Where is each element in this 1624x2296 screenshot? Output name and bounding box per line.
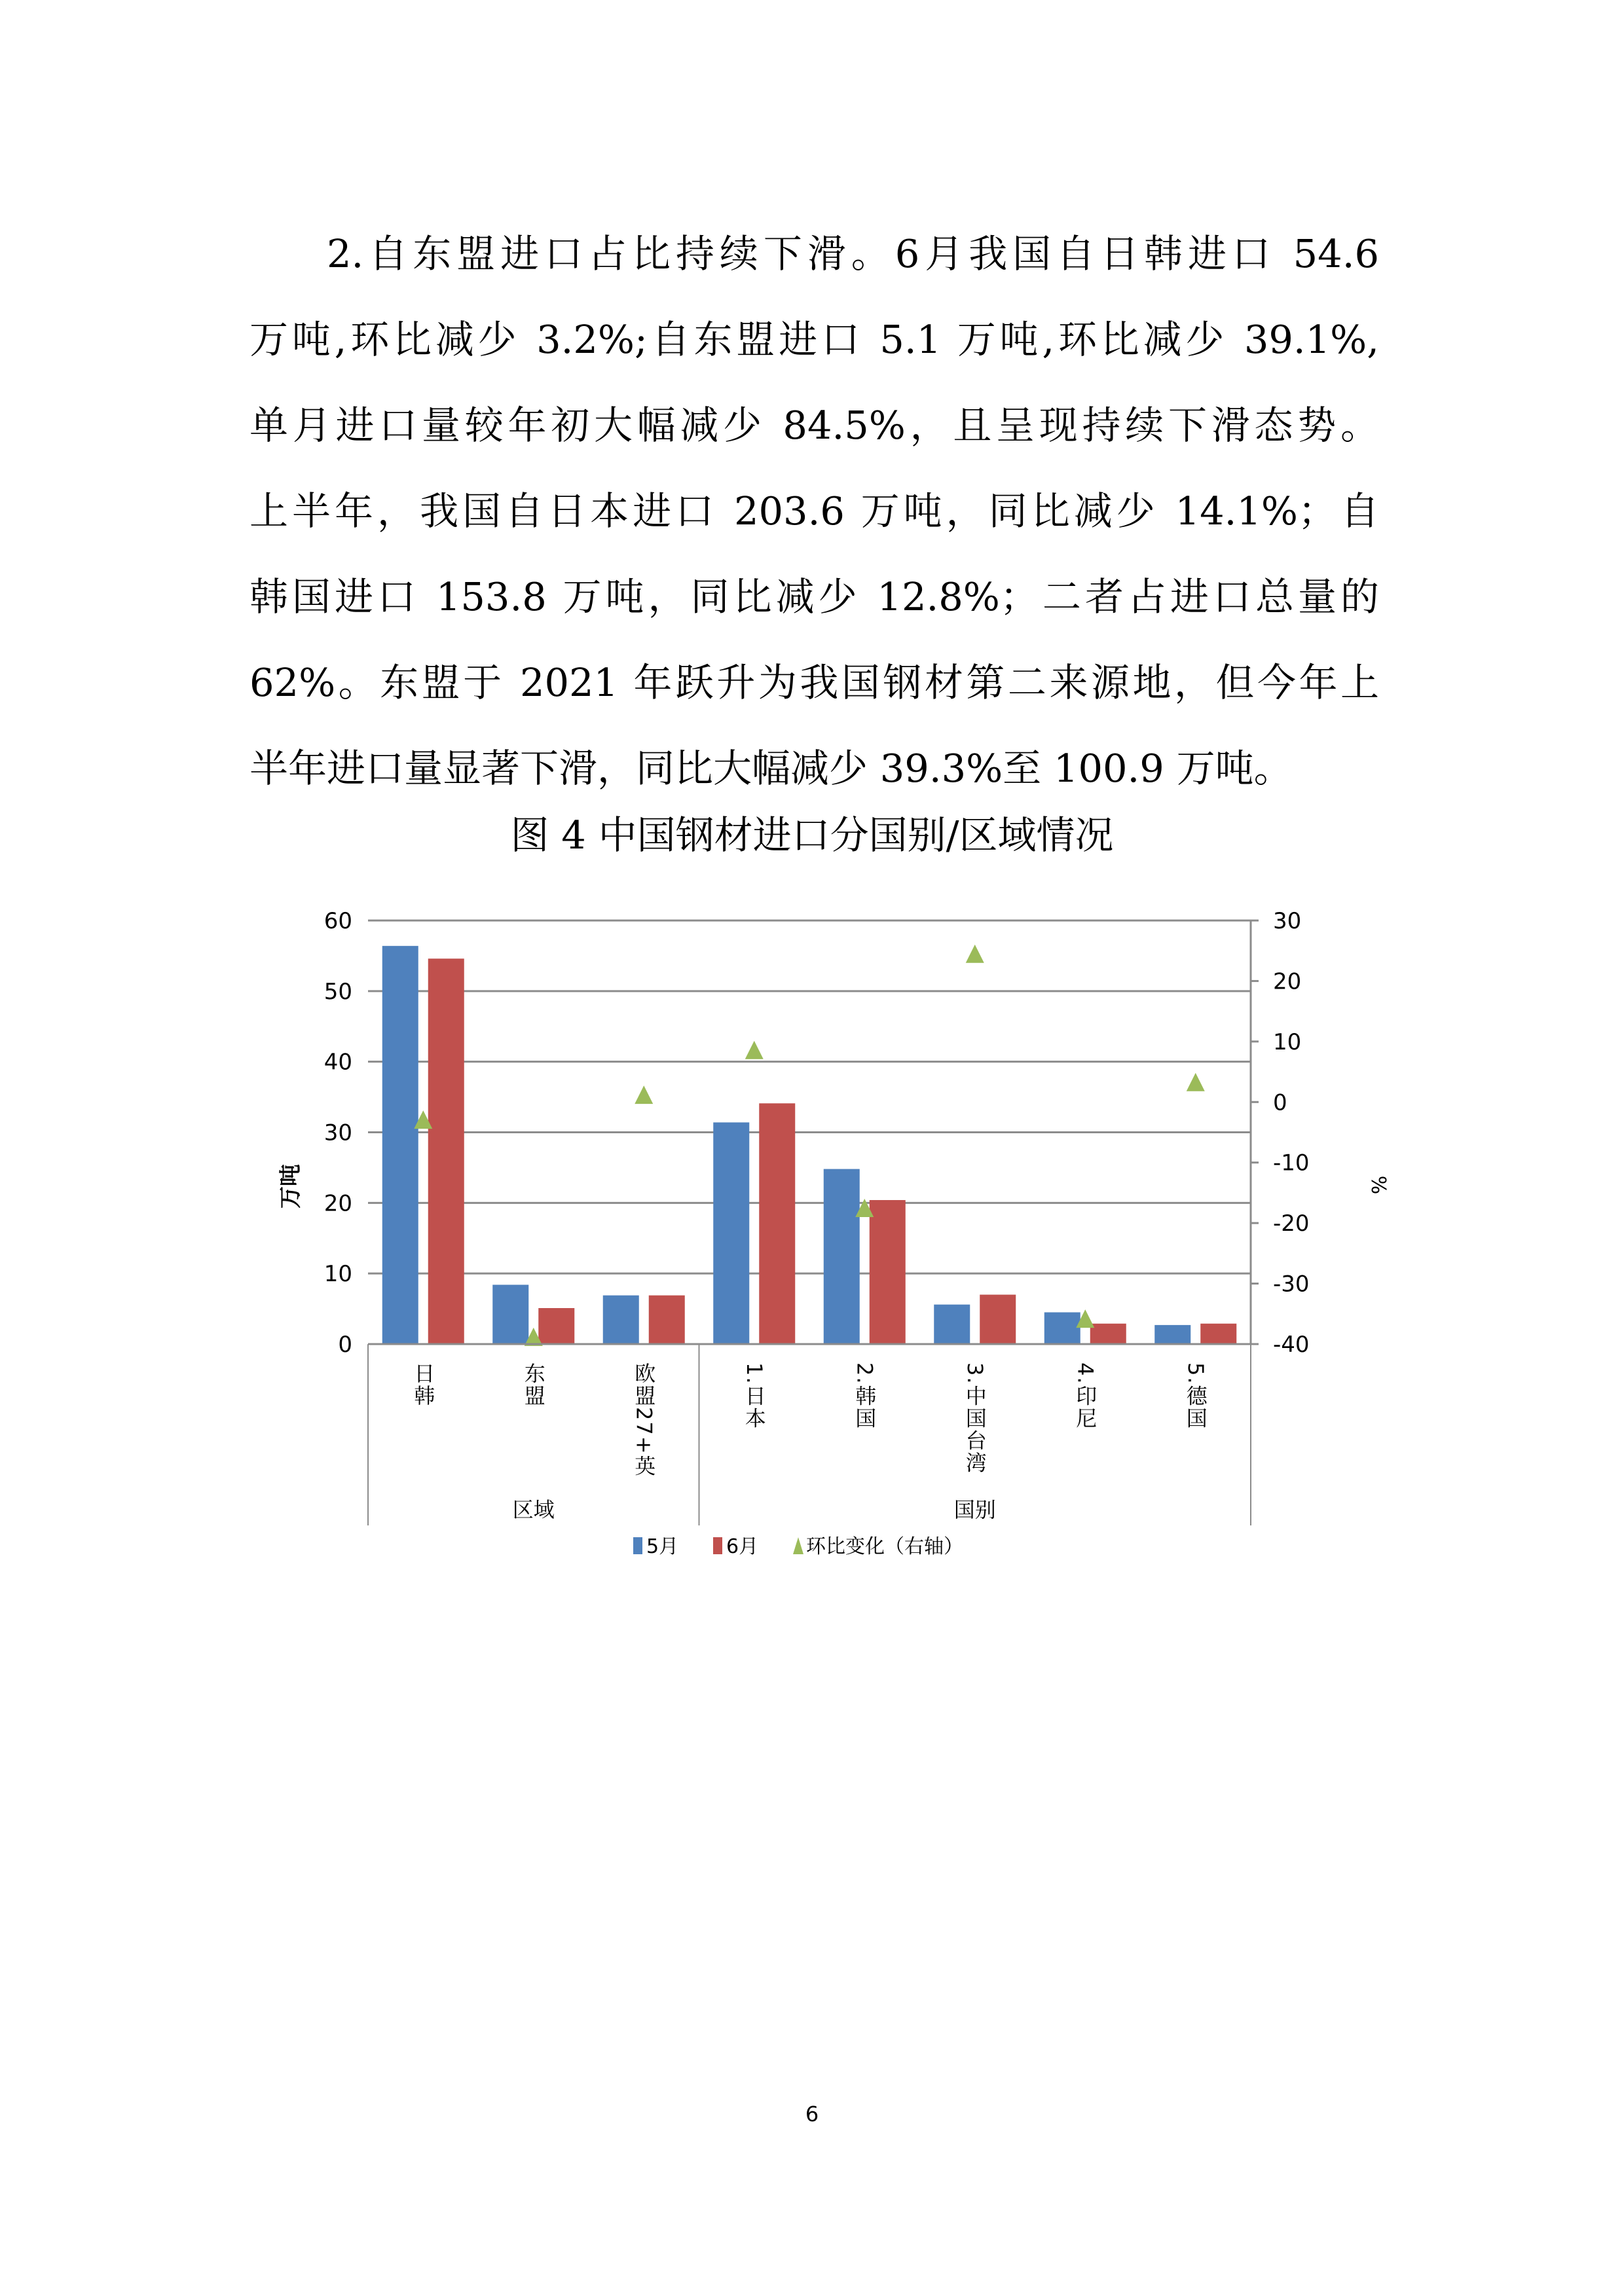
legend-triangle-icon [793, 1537, 803, 1554]
paragraph-line: 单月进口量较年初大幅减少 84.5%，且呈现持续下滑态势。 [249, 403, 1379, 448]
bar-june [538, 1308, 574, 1344]
y2-axis-title: % [1367, 1175, 1390, 1195]
group-label: 国别 [953, 1497, 996, 1522]
bar-june [649, 1296, 685, 1344]
bar-may [934, 1305, 970, 1344]
bar-may [1044, 1312, 1080, 1344]
category-label: 1.日本 [741, 1362, 767, 1430]
bar-june [870, 1200, 906, 1344]
bar-may [824, 1169, 860, 1344]
right-tick-label: -10 [1273, 1150, 1310, 1176]
group-label: 区域 [512, 1497, 555, 1522]
combo-bar-chart [262, 903, 1408, 1591]
right-tick-label: -30 [1273, 1271, 1310, 1298]
right-tick-label: -40 [1273, 1332, 1310, 1358]
paragraph-line: 半年进口量显著下滑，同比大幅减少 39.3%至 100.9 万吨。 [249, 746, 1293, 791]
legend-label: 6月 [726, 1535, 759, 1558]
bar-may [492, 1285, 528, 1344]
paragraph-line: 万吨,环比减少 3.2%;自东盟进口 5.1 万吨,环比减少 39.1%, [249, 317, 1379, 362]
bar-may [1154, 1325, 1190, 1344]
legend-swatch [633, 1537, 642, 1554]
category-label: 3.中国台湾 [962, 1362, 987, 1474]
body-paragraph [249, 211, 1379, 811]
bar-june [759, 1103, 795, 1344]
right-tick-label: 0 [1273, 1089, 1287, 1116]
triangle-marker-icon [1187, 1073, 1205, 1091]
triangle-markers [414, 945, 1205, 1346]
bar-may [382, 946, 418, 1344]
category-label: 东盟 [521, 1362, 546, 1407]
legend-swatch [713, 1537, 722, 1554]
bar-june [1200, 1324, 1236, 1344]
left-tick-label: 50 [323, 978, 352, 1005]
bar-series [382, 946, 1237, 1344]
left-tick-label: 60 [323, 908, 352, 934]
right-tick-label: 30 [1273, 908, 1302, 934]
page-number: 6 [805, 2102, 819, 2126]
legend-label: 5月 [646, 1535, 679, 1558]
gridlines [368, 920, 1251, 1273]
right-tick-label: 10 [1273, 1029, 1302, 1055]
category-label: 欧盟27+英 [631, 1362, 657, 1478]
paragraph-line: 韩国进口 153.8 万吨，同比减少 12.8%；二者占进口总量的 [249, 574, 1379, 619]
bar-june [980, 1295, 1016, 1344]
left-tick-label: 40 [323, 1049, 352, 1076]
paragraph-line: 上半年，我国自日本进口 203.6 万吨，同比减少 14.1%；自 [249, 488, 1379, 534]
bar-may [713, 1122, 749, 1344]
category-label: 2.韩国 [852, 1362, 877, 1430]
chart-canvas [262, 903, 1408, 1591]
paragraph-line: 2.自东盟进口占比持续下滑。6月我国自日韩进口 54.6 [327, 231, 1379, 276]
left-tick-label: 10 [323, 1261, 352, 1288]
y-axis-title: 万吨 [278, 1164, 304, 1209]
left-tick-label: 30 [323, 1120, 352, 1146]
bar-june [428, 958, 464, 1344]
bar-may [603, 1296, 639, 1344]
legend-label: 环比变化（右轴） [806, 1535, 963, 1558]
category-label: 5.德国 [1183, 1362, 1208, 1430]
left-tick-label: 0 [338, 1332, 352, 1358]
triangle-marker-icon [635, 1085, 653, 1104]
category-label: 日韩 [411, 1362, 436, 1407]
category-label: 4.印尼 [1073, 1362, 1098, 1430]
paragraph-line: 62%。东盟于 2021 年跃升为我国钢材第二来源地，但今年上 [249, 660, 1379, 705]
chart-legend [633, 1535, 963, 1558]
bar-june [1090, 1324, 1126, 1344]
left-tick-label: 20 [323, 1190, 352, 1217]
right-tick-label: -20 [1273, 1211, 1310, 1237]
triangle-marker-icon [966, 945, 984, 963]
triangle-marker-icon [745, 1041, 764, 1059]
figure-caption: 图 4 中国钢材进口分国别/区域情况 [510, 812, 1114, 858]
right-tick-label: 20 [1273, 968, 1302, 995]
axes [368, 920, 1259, 1525]
